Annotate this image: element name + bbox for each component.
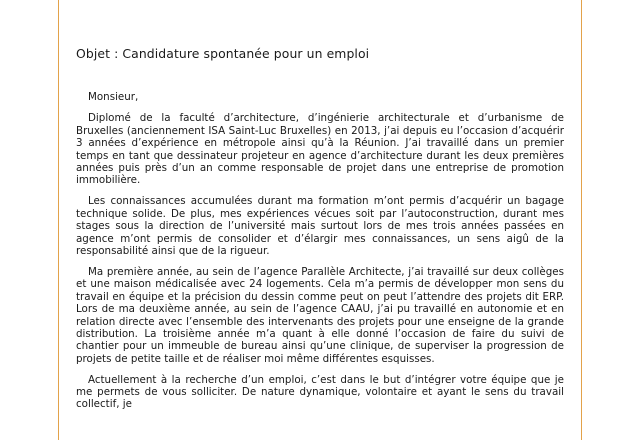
paragraph-skills: Les connaissances accumulées durant ma formation m’ont permis d’acquérir un bagage technique solide. De plus, mes expériences vécues soit par l’autoconstruction, durant mes stages sous la direction de l’université mais surtout lors de mes trois années passées en agence m’ont permis de consolider et d’élargir mes connaissances, un sens aigû de la responsabilité ainsi que de la rigueur. xyxy=(76,195,564,257)
paragraph-experience: Ma première année, au sein de l’agence Parallèle Architecte, j’ai travaillé sur deux collèges et une maison médicalisée avec 24 logements. Cela m’a permis de développer mon sens du travail en équipe et la précision du dessin comme peut on peut l’attendre des projets dit ERP. Lors de ma deuxième année, au sein de l’agence CAAU, j’ai pu travaillé en autonomie et en relation directe avec l’ensemble des intervenants des projets pour une enseigne de la grande distribution. La troisième année m’a quant à elle donné l’occasion de faire du suivi de chantier pour un immeuble de bureau ainsi qu’une clinique, de superviser la progression de projets de petite taille et de réaliser moi même différentes esquisses. xyxy=(76,265,564,365)
paragraph-education: Diplomé de la faculté d’architecture, d’ingénierie architecturale et d’urbanisme de Bruxelles (anciennement ISA Saint-Luc Bruxelles) en 2013, j’ai depuis eu l’occasion d’acquérir 3 années d’expérience en métropole ainsi qu’à la Réunion. J’ai travaillé dans un premier temps en tant que dessinateur projeteur en agence d’architecture durant les deux premières années puis près d’un an comme responsable de projet dans une entreprise de promotion immobilière. xyxy=(76,112,564,187)
salutation: Monsieur, xyxy=(88,91,139,103)
letter-subject: Objet : Candidature spontanée pour un emploi xyxy=(76,46,370,61)
letter-body xyxy=(76,91,564,419)
paragraph-motivation: Actuellement à la recherche d’un emploi, c’est dans le but d’intégrer votre équipe que je me permets de vous solliciter. De nature dynamique, volontaire et ayant le sens du travail collectif, je xyxy=(76,373,564,411)
